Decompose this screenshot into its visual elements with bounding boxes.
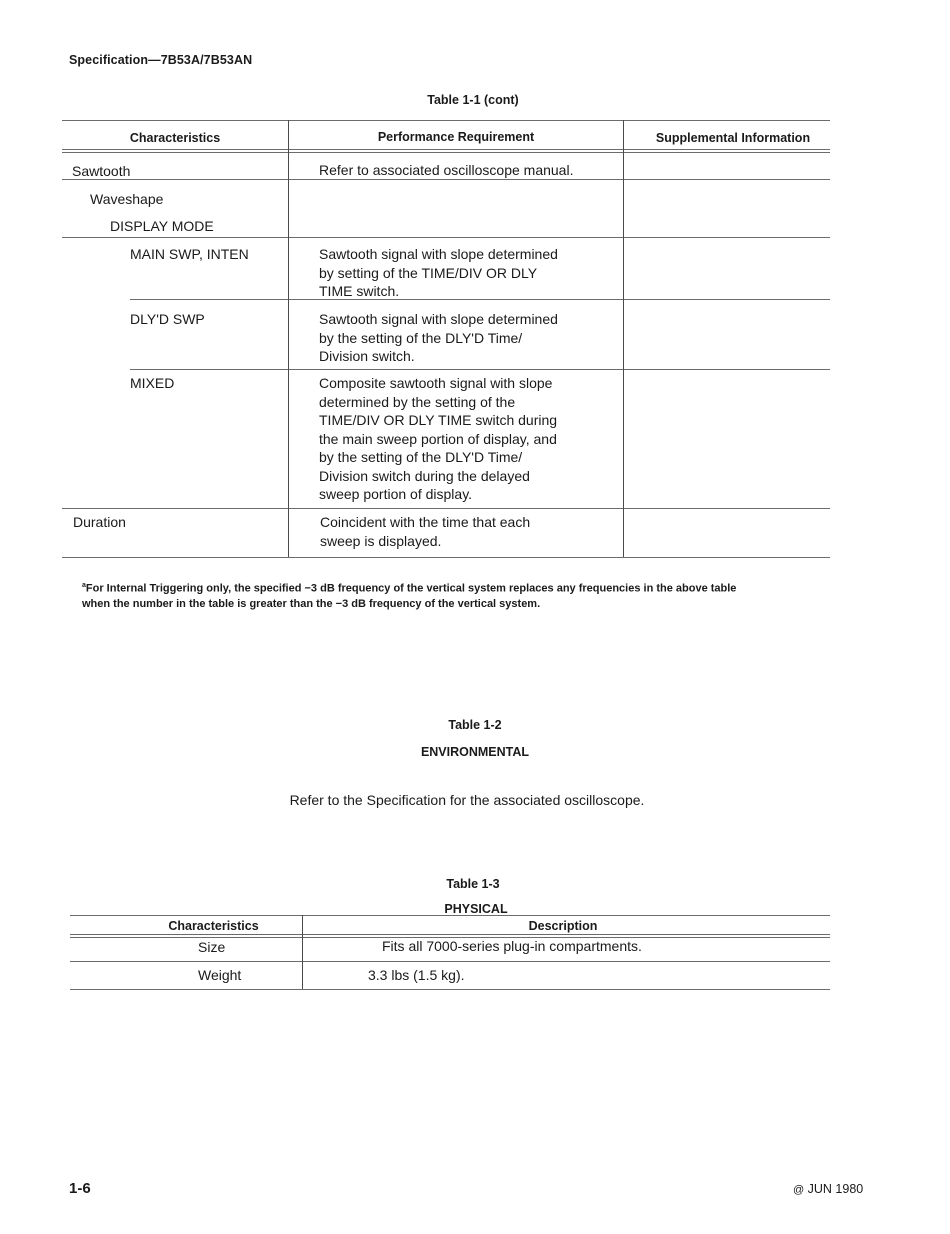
- table1-header-rule: [62, 149, 830, 150]
- table3-row-size-description: Fits all 7000-series plug-in compartments.: [382, 938, 642, 954]
- table3-row-size-characteristic: Size: [198, 939, 226, 955]
- footnote-marker: a: [82, 582, 86, 589]
- requirement-line: determined by the setting of the: [319, 393, 516, 410]
- table3-row-rule: [70, 961, 830, 962]
- requirement-line: by the setting of the DLY'D Time/: [319, 449, 523, 465]
- requirement-line: Composite sawtooth signal with slope: [319, 375, 553, 391]
- table2-text: Refer to the Specification for the associated oscilloscope.: [289, 792, 645, 808]
- table1-row-sawtooth-requirement: Refer to associated oscilloscope manual.: [319, 162, 574, 178]
- table1-footnote: [82, 578, 842, 612]
- table1-col-header-characteristics: Characteristics: [129, 131, 221, 145]
- table1-row-mixed-characteristic: MIXED: [130, 375, 175, 391]
- table1-row-dlyd-swp-characteristic: DLY'D SWP: [130, 311, 205, 327]
- table3-top-rule: [70, 915, 830, 916]
- table1-top-rule: [62, 120, 830, 121]
- table3-row-weight-description: 3.3 lbs (1.5 kg).: [368, 967, 465, 983]
- table1-row-sawtooth-characteristic: Sawtooth: [72, 163, 131, 179]
- date-mark: @: [793, 1184, 805, 1196]
- table1-header-rule-double: [62, 152, 830, 153]
- table3-title: PHYSICAL: [444, 902, 508, 916]
- requirement-line: by the setting of the DLY'D Time/: [319, 329, 523, 346]
- table2-caption: Table 1-2: [448, 718, 502, 732]
- footnote-line: when the number in the table is greater than the −3 dB frequency of the vertical system.: [82, 597, 541, 610]
- table1-col-divider: [623, 120, 624, 557]
- footnote-line: $^a$For Internal Triggering only, the specified −3 dB frequency of the vertical system replaces any frequencies in the above table: [82, 582, 737, 595]
- table3-caption: Table 1-3: [446, 877, 500, 891]
- table1-row-display-mode-characteristic: DISPLAY MODE: [110, 218, 214, 234]
- table1-row-rule: [62, 237, 830, 238]
- table1-row-duration-characteristic: Duration: [73, 514, 126, 530]
- table1-row-duration-requirement: [320, 513, 530, 550]
- table1-col-header-supplemental: Supplemental Information: [655, 131, 811, 145]
- table1-col-divider: [288, 120, 289, 557]
- requirement-line: by setting of the TIME/DIV OR DLY: [319, 264, 538, 281]
- table1-row-main-swp-requirement: [319, 245, 558, 301]
- requirement-line: Division switch.: [319, 348, 415, 364]
- page-number: 1-6: [69, 1180, 91, 1197]
- table1-row-waveshape-characteristic: Waveshape: [90, 191, 164, 207]
- requirement-line: TIME switch.: [319, 283, 400, 299]
- page-header: Specification—7B53A/7B53AN: [69, 53, 253, 67]
- requirement-line: Sawtooth signal with slope determined: [319, 311, 558, 327]
- requirement-line: sweep is displayed.: [320, 532, 442, 549]
- requirement-line: the main sweep portion of display, and: [319, 430, 557, 447]
- table1-row-dlyd-swp-requirement: [319, 310, 558, 366]
- table1-col-header-performance: Performance Requirement: [377, 130, 535, 144]
- table1-row-main-swp-characteristic: MAIN SWP, INTEN: [130, 246, 249, 262]
- table3-header-rule: [70, 934, 830, 935]
- table3-row-weight-characteristic: Weight: [198, 967, 242, 983]
- requirement-line: TIME/DIV OR DLY TIME switch during: [319, 412, 558, 428]
- requirement-line: Sawtooth signal with slope determined: [319, 246, 558, 262]
- table3-col-header-description: Description: [528, 919, 598, 933]
- revision-date: @ JUN 1980: [793, 1182, 864, 1196]
- requirement-line: Division switch during the delayed: [319, 467, 530, 484]
- table2-title: ENVIRONMENTAL: [420, 745, 530, 759]
- table1-caption: Table 1-1 (cont): [427, 93, 519, 107]
- table3-bottom-rule: [70, 989, 830, 990]
- table1-row-mixed-requirement: [319, 374, 557, 504]
- table1-row-rule: [62, 508, 830, 509]
- table1-bottom-rule: [62, 557, 830, 558]
- table3-col-header-characteristics: Characteristics: [168, 919, 259, 933]
- table1-row-rule: [130, 369, 830, 370]
- requirement-line: Coincident with the time that each: [320, 514, 531, 530]
- requirement-line: sweep portion of display.: [319, 486, 473, 502]
